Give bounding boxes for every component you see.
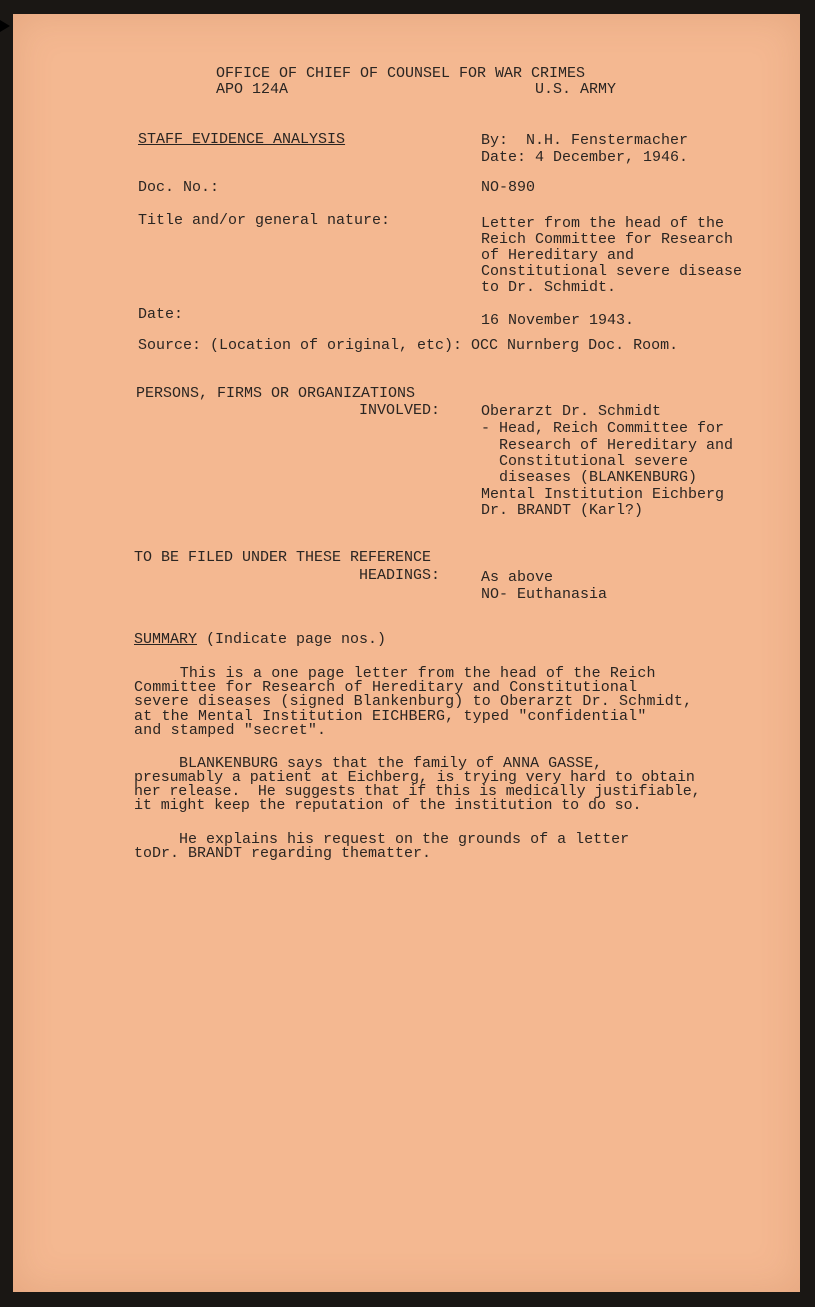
summary-para-line: at the Mental Institution EICHBERG, typed "confidential" xyxy=(134,708,647,725)
person-line: Dr. BRANDT (Karl?) xyxy=(481,502,644,519)
summary-para-line: He explains his request on the grounds of a letter xyxy=(134,831,630,848)
person-line: Oberarzt Dr. Schmidt xyxy=(481,403,662,420)
date-label: Date: xyxy=(138,306,184,323)
title-value-line: Letter from the head of the xyxy=(481,215,725,232)
summary-para-line: and stamped "secret". xyxy=(134,722,327,739)
title-value-line: Constitutional severe disease xyxy=(481,263,743,280)
title-label: Title and/or general nature: xyxy=(138,212,391,229)
title-value-line: of Hereditary and xyxy=(481,247,635,264)
person-line: Mental Institution Eichberg xyxy=(481,486,725,503)
analysis-date: Date: 4 December, 1946. xyxy=(481,149,689,166)
summary-para-line: This is a one page letter from the head of the Reich xyxy=(134,665,656,682)
header-office: OFFICE OF CHIEF OF COUNSEL FOR WAR CRIMES xyxy=(216,65,586,82)
persons-label: PERSONS, FIRMS OR ORGANIZATIONS xyxy=(136,385,416,402)
summary-para-line: severe diseases (signed Blankenburg) to Oberarzt Dr. Schmidt, xyxy=(134,693,693,710)
filed-label-headings: HEADINGS: xyxy=(359,567,441,584)
header-army: U.S. ARMY xyxy=(535,81,617,98)
filed-label: TO BE FILED UNDER THESE REFERENCE xyxy=(134,549,432,566)
persons-label-involved: INVOLVED: xyxy=(359,402,441,419)
summary-para-line: her release. He suggests that if this is medically justifiable, xyxy=(134,783,701,800)
summary-para-line: toDr. BRANDT regarding thematter. xyxy=(134,845,432,862)
summary-note: (Indicate page nos.) xyxy=(197,631,387,648)
heading-item: NO- Euthanasia xyxy=(481,586,608,603)
person-line: - Head, Reich Committee for xyxy=(481,420,725,437)
heading-item: As above xyxy=(481,569,554,586)
date-value: 16 November 1943. xyxy=(481,312,635,329)
source-line: Source: (Location of original, etc): OCC Nurnberg Doc. Room. xyxy=(138,337,679,354)
summary-para-line: BLANKENBURG says that the family of ANNA GASSE, xyxy=(134,755,603,772)
document-page xyxy=(13,14,800,1292)
corner-mark xyxy=(0,20,10,32)
person-line: Research of Hereditary and xyxy=(481,437,734,454)
document-title: STAFF EVIDENCE ANALYSIS xyxy=(138,131,346,148)
summary-heading xyxy=(134,632,386,648)
doc-no-value: NO-890 xyxy=(481,179,536,196)
title-value-line: Reich Committee for Research xyxy=(481,231,734,248)
header-apo: APO 124A xyxy=(216,81,289,98)
analyst-by: By: N.H. Fenstermacher xyxy=(481,132,689,149)
title-value-line: to Dr. Schmidt. xyxy=(481,279,617,296)
summary-label: SUMMARY xyxy=(134,631,198,648)
person-line: diseases (BLANKENBURG) xyxy=(481,469,698,486)
summary-para-line: Committee for Research of Hereditary and Constitutional xyxy=(134,679,638,696)
summary-para-line: it might keep the reputation of the institution to do so. xyxy=(134,797,642,814)
summary-para-line: presumably a patient at Eichberg, is trying very hard to obtain xyxy=(134,769,695,786)
doc-no-label: Doc. No.: xyxy=(138,179,220,196)
person-line: Constitutional severe xyxy=(481,453,689,470)
